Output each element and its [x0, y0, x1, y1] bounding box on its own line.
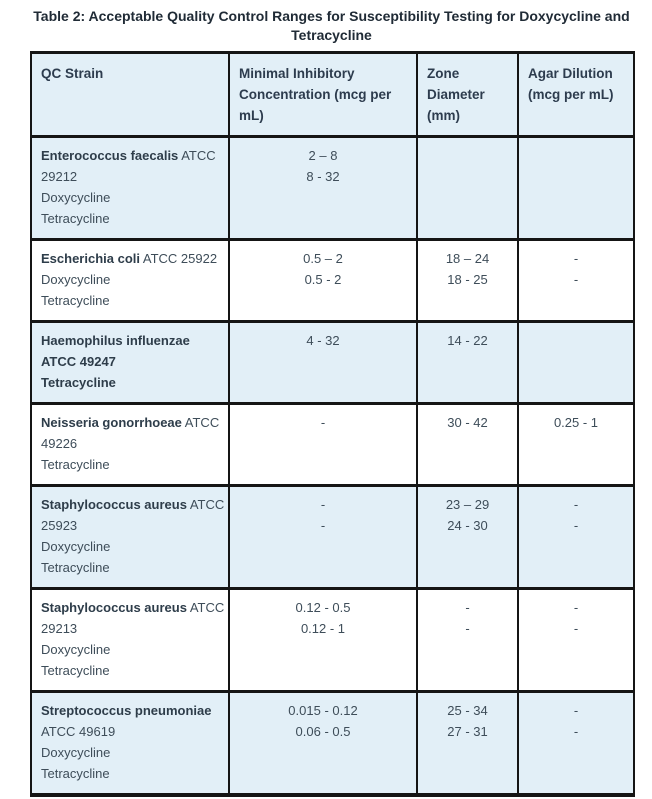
- header-row: [31, 53, 634, 137]
- strain-detail: ATCC: [186, 497, 225, 512]
- agar-dilution-cell: [518, 240, 634, 322]
- strain-detail: ATCC: [181, 415, 220, 430]
- zone-diameter-value: 18 - 25: [447, 272, 488, 287]
- zone-diameter-cell: [417, 692, 518, 796]
- strain-detail: Doxycycline: [41, 272, 111, 287]
- strain-detail: Doxycycline: [41, 745, 111, 760]
- strain-name: ATCC 49247: [41, 354, 116, 369]
- agar-dilution-cell: [518, 692, 634, 796]
- strain-line: [41, 721, 226, 742]
- strain-detail: ATCC 25922: [140, 251, 218, 266]
- agar-dilution-value: -: [573, 724, 579, 739]
- mic-cell: [229, 322, 417, 404]
- strain-line: [41, 208, 226, 229]
- strain-line: [41, 372, 226, 393]
- strain-name: Neisseria gonorrhoeae: [41, 415, 182, 430]
- strain-line: [41, 536, 226, 557]
- strain-detail: Tetracycline: [41, 211, 110, 226]
- strain-detail: Tetracycline: [41, 457, 110, 472]
- strain-cell: [31, 486, 229, 589]
- agar-dilution-cell: [518, 322, 634, 404]
- col-header-zone-diameter: Zone Diameter (mm): [417, 53, 518, 137]
- zone-diameter-value: 24 - 30: [447, 518, 488, 533]
- mic-cell: [229, 486, 417, 589]
- strain-line: [41, 166, 226, 187]
- mic-cell: [229, 589, 417, 692]
- strain-cell: [31, 404, 229, 486]
- agar-dilution-cell: [518, 137, 634, 240]
- agar-dilution-value: -: [573, 272, 579, 287]
- mic-value: 0.06 - 0.5: [295, 724, 351, 739]
- zone-diameter-cell: [417, 486, 518, 589]
- strain-line: [41, 248, 226, 269]
- strain-name: Enterococcus faecalis: [41, 148, 179, 163]
- strain-line: [41, 557, 226, 578]
- zone-diameter-value: 23 – 29: [445, 497, 490, 512]
- strain-line: [41, 763, 226, 784]
- mic-cell: [229, 240, 417, 322]
- zone-diameter-value: 27 - 31: [447, 724, 488, 739]
- strain-detail: 29212: [41, 169, 78, 184]
- zone-diameter-cell: [417, 137, 518, 240]
- strain-line: [41, 700, 226, 721]
- zone-diameter-value: 25 - 34: [447, 703, 488, 718]
- mic-value: 0.12 - 0.5: [295, 600, 351, 615]
- mic-value: -: [320, 518, 326, 533]
- strain-cell: [31, 240, 229, 322]
- strain-line: [41, 618, 226, 639]
- agar-dilution-value: -: [573, 497, 579, 512]
- zone-diameter-cell: [417, 322, 518, 404]
- strain-detail: 29213: [41, 621, 78, 636]
- mic-cell: [229, 137, 417, 240]
- table-row: [31, 589, 634, 692]
- agar-dilution-value: -: [573, 600, 579, 615]
- zone-diameter-cell: [417, 240, 518, 322]
- agar-dilution-value: 0.25 - 1: [553, 415, 599, 430]
- strain-name: Staphylococcus aureus: [41, 497, 187, 512]
- strain-detail: Tetracycline: [41, 560, 110, 575]
- mic-value: 0.5 – 2: [303, 251, 343, 266]
- mic-value: -: [320, 415, 326, 430]
- agar-dilution-value: -: [573, 703, 579, 718]
- zone-diameter-value: -: [465, 600, 470, 615]
- table-row: [31, 404, 634, 486]
- zone-diameter-value: 14 - 22: [447, 333, 488, 348]
- strain-line: [41, 433, 226, 454]
- col-header-agar-dilution: Agar Dilution (mcg per mL): [518, 53, 634, 137]
- strain-line: [41, 351, 226, 372]
- table-row: [31, 322, 634, 404]
- strain-detail: Doxycycline: [41, 539, 111, 554]
- strain-line: [41, 412, 226, 433]
- mic-value: 0.015 - 0.12: [288, 703, 358, 718]
- strain-detail: 49226: [41, 436, 78, 451]
- zone-diameter-value: 30 - 42: [447, 415, 488, 430]
- strain-detail: Tetracycline: [41, 663, 110, 678]
- agar-dilution-cell: [518, 589, 634, 692]
- col-header-mic: Minimal Inhibitory Concentration (mcg per mL): [229, 53, 417, 137]
- strain-detail: Tetracycline: [41, 766, 110, 781]
- mic-cell: [229, 404, 417, 486]
- strain-line: [41, 660, 226, 681]
- mic-value: 2 – 8: [308, 148, 338, 163]
- mic-value: -: [320, 497, 326, 512]
- table-row: [31, 486, 634, 589]
- table-row: [31, 137, 634, 240]
- strain-line: [41, 187, 226, 208]
- mic-value: 8 - 32: [306, 169, 340, 184]
- agar-dilution-value: -: [573, 251, 579, 266]
- zone-diameter-value: -: [465, 621, 470, 636]
- strain-detail: 25923: [41, 518, 78, 533]
- strain-detail: Doxycycline: [41, 190, 111, 205]
- table-body: [31, 137, 634, 796]
- strain-cell: [31, 692, 229, 796]
- table-row: [31, 692, 634, 796]
- strain-detail: ATCC: [186, 600, 225, 615]
- strain-line: [41, 494, 226, 515]
- strain-line: [41, 145, 226, 166]
- strain-line: [41, 269, 226, 290]
- strain-line: [41, 515, 226, 536]
- strain-detail: Tetracycline: [41, 293, 110, 308]
- strain-cell: [31, 322, 229, 404]
- col-header-qc-strain: QC Strain: [31, 53, 229, 137]
- qc-table: [30, 51, 635, 797]
- zone-diameter-cell: [417, 589, 518, 692]
- strain-detail: ATCC: [178, 148, 216, 163]
- mic-value: 0.12 - 1: [300, 621, 346, 636]
- strain-line: [41, 330, 226, 351]
- strain-detail: ATCC 49619: [41, 724, 116, 739]
- agar-dilution-cell: [518, 404, 634, 486]
- strain-line: [41, 639, 226, 660]
- table-row: [31, 240, 634, 322]
- agar-dilution-value: -: [573, 518, 579, 533]
- strain-line: [41, 290, 226, 311]
- agar-dilution-value: -: [573, 621, 579, 636]
- strain-detail: Doxycycline: [41, 642, 111, 657]
- strain-line: [41, 597, 226, 618]
- strain-name: Haemophilus influenzae: [41, 333, 190, 348]
- mic-value: 0.5 - 2: [304, 272, 342, 287]
- zone-diameter-cell: [417, 404, 518, 486]
- strain-name: Escherichia coli: [41, 251, 140, 266]
- strain-line: [41, 454, 226, 475]
- agar-dilution-cell: [518, 486, 634, 589]
- strain-name: Streptococcus pneumoniae: [41, 703, 212, 718]
- strain-name: Staphylococcus aureus: [41, 600, 187, 615]
- zone-diameter-value: 18 – 24: [445, 251, 490, 266]
- strain-line: [41, 742, 226, 763]
- strain-cell: [31, 589, 229, 692]
- mic-value: 4 - 32: [306, 333, 340, 348]
- mic-cell: [229, 692, 417, 796]
- strain-cell: [31, 137, 229, 240]
- table-title: Table 2: Acceptable Quality Control Ranges for Susceptibility Testing for Doxycycline and Tetracycline: [33, 8, 630, 43]
- strain-name: Tetracycline: [41, 375, 116, 390]
